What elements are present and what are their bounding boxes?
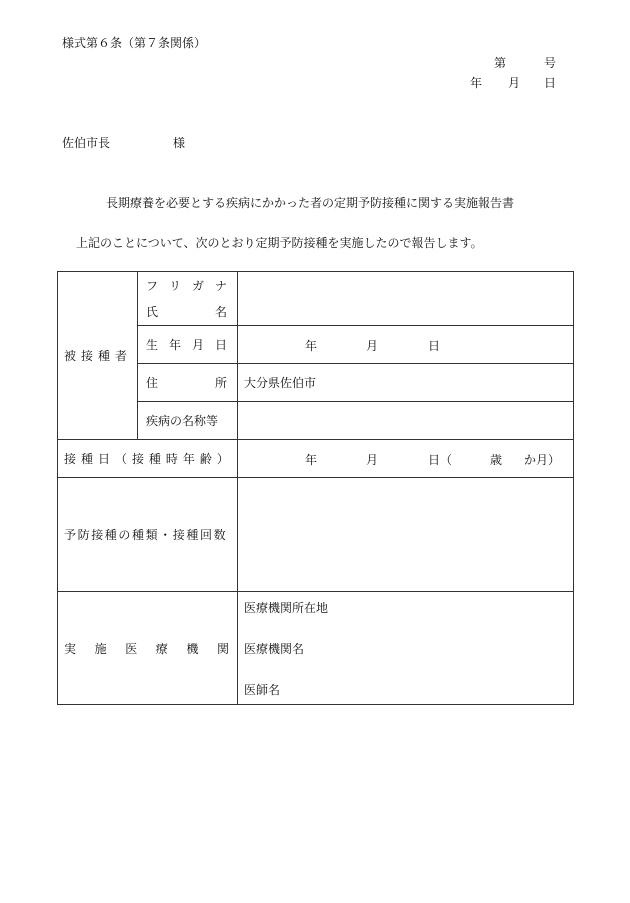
vaccine-type-input[interactable]: [238, 478, 574, 592]
table-row-vaccination-date: [58, 440, 574, 478]
institution-label: 実 施 医 療 機 関: [64, 641, 229, 656]
addressee-honorific: 様: [173, 136, 186, 150]
vacc-month-unit: 月: [366, 452, 379, 467]
birthdate-label: 生 年 月 日: [146, 338, 227, 352]
institution-location-label: 医療機関所在地: [244, 600, 329, 615]
doctor-name-label: 医師名: [244, 682, 281, 697]
birth-month-unit: 月: [366, 338, 379, 353]
address-input[interactable]: [238, 364, 574, 402]
disease-label: 疾病の名称等: [146, 414, 219, 428]
doc-number-suffix: 号: [544, 56, 557, 70]
report-form-table: [57, 271, 574, 705]
furigana-name-label-cell: [138, 272, 238, 326]
doc-number-prefix: 第: [494, 56, 507, 70]
recipient-label: 被 接 種 者: [64, 349, 127, 363]
date-month: 月: [508, 76, 521, 90]
vaccination-date-label-cell: [58, 440, 238, 478]
vaccine-type-label-cell: [58, 478, 238, 592]
table-row-institution: [58, 592, 574, 705]
document-title: 長期療養を必要とする疾病にかかった者の定期予防接種に関する実施報告書: [106, 196, 515, 210]
table-row-vaccine-type: [58, 478, 574, 592]
date-year: 年: [470, 76, 483, 90]
table-row-furigana-name: [58, 272, 574, 326]
disease-input[interactable]: [238, 402, 574, 440]
birthdate-label-cell: [138, 326, 238, 364]
birth-year-unit: 年: [305, 338, 318, 353]
name-label: 氏 名: [146, 305, 227, 319]
vaccination-date-label: 接 種 日 （ 接 種 時 年 齢 ）: [64, 452, 229, 466]
address-prefill: 大分県佐伯市: [244, 376, 317, 390]
date-day: 日: [544, 76, 557, 90]
addressee-name: 佐伯市長: [62, 136, 111, 150]
form-number: 様式第６条（第７条関係）: [62, 36, 207, 50]
intro-text: 上記のことについて、次のとおり定期予防接種を実施したので報告します。: [76, 236, 483, 250]
institution-label-cell: [58, 592, 238, 705]
address-label: 住 所: [146, 376, 227, 390]
vacc-year-unit: 年: [305, 452, 318, 467]
birth-day-unit: 日: [428, 338, 441, 353]
institution-name-label: 医療機関名: [244, 641, 305, 656]
vaccine-type-label: 予防接種の種類・接種回数: [64, 528, 228, 542]
recipient-label-cell: [58, 272, 138, 440]
vacc-day-unit: 日（: [428, 452, 453, 467]
vaccination-date-input[interactable]: [238, 440, 574, 478]
institution-input[interactable]: [238, 592, 574, 705]
vacc-age-unit: 歳: [490, 452, 503, 467]
disease-label-cell: [138, 402, 238, 440]
birthdate-input[interactable]: [238, 326, 574, 364]
address-label-cell: [138, 364, 238, 402]
furigana-name-input[interactable]: [238, 272, 574, 326]
vacc-months-unit: か月）: [524, 452, 561, 467]
furigana-label: フ リ ガ ナ: [146, 279, 227, 293]
